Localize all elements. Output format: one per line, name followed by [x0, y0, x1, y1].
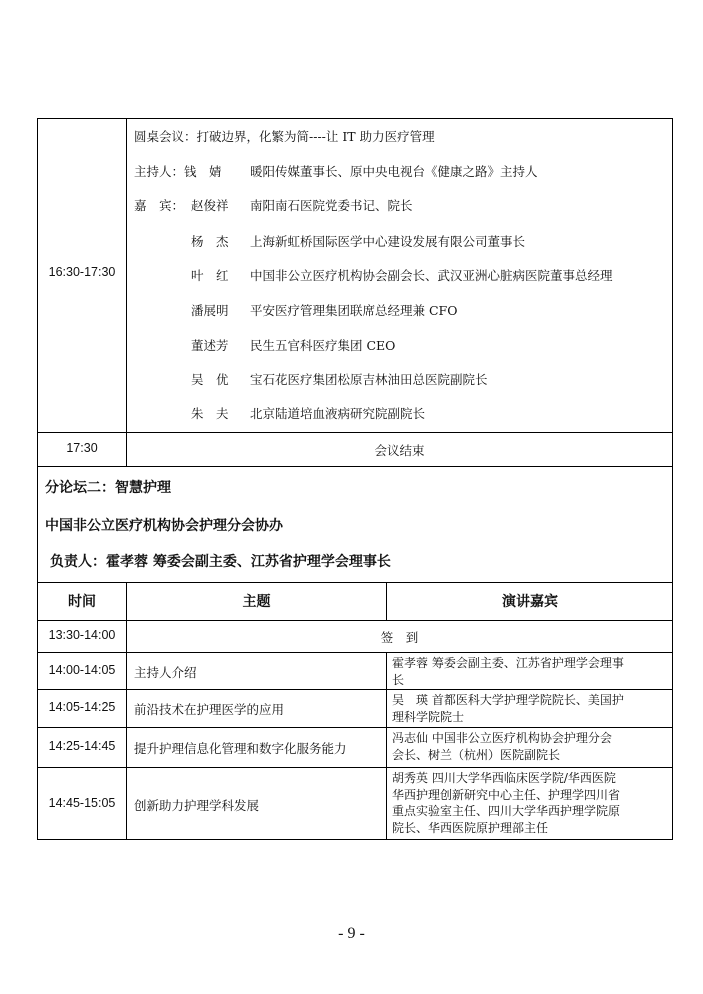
- forum2-lead: 负责人：霍孝蓉 筹委会副主委、江苏省护理学会理事长: [50, 554, 391, 570]
- guest-description: 南阳南石医院党委书记、院长: [250, 198, 413, 213]
- session-time: 13:30-14:00: [48, 628, 116, 642]
- session-time: 14:45-15:05: [48, 795, 116, 810]
- column-divider: [386, 689, 387, 727]
- forum2-title: 分论坛二：智慧护理: [45, 480, 171, 496]
- session-speaker-line: 吴 瑛 首都医科大学护理学院院长、美国护: [392, 693, 624, 707]
- guest-name: 吴 优: [191, 372, 229, 387]
- session-speaker-line: 华西护理创新研究中心主任、护理学四川省: [392, 787, 621, 802]
- row-divider: [37, 582, 673, 583]
- session-speaker-line: 霍孝蓉 筹委会副主委、江苏省护理学会理事: [392, 656, 624, 670]
- session-speaker-line: 重点实验室主任、四川大学华西护理学院原: [392, 804, 621, 818]
- session-speaker-line: 长: [392, 672, 405, 687]
- session-time: 14:05-14:25: [48, 700, 116, 714]
- guest-name: 赵俊祥: [191, 198, 229, 213]
- closing-time: 17:30: [66, 441, 98, 455]
- guest-description: 平安医疗管理集团联席总经理兼 CFO: [250, 303, 458, 318]
- column-divider: [126, 767, 127, 840]
- session-time: 14:00-14:05: [48, 662, 116, 677]
- guest-description: 民生五官科医疗集团 CEO: [250, 338, 396, 353]
- column-divider: [126, 652, 127, 689]
- session-speaker-line: 冯志仙 中国非公立医疗机构协会护理分会: [392, 731, 612, 745]
- guest-description: 中国非公立医疗机构协会副会长、武汉亚洲心脏病医院董事总经理: [250, 268, 613, 283]
- guest-description: 上海新虹桥国际医学中心建设发展有限公司董事长: [250, 234, 526, 249]
- column-divider: [386, 652, 387, 689]
- forum2-cohost: 中国非公立医疗机构协会护理分会协办: [45, 518, 283, 534]
- row-divider: [37, 767, 673, 768]
- guest-name: 朱 夫: [191, 406, 229, 421]
- session-speaker-line: 会长、树兰（杭州）医院副院长: [392, 747, 561, 762]
- session-speaker-line: 胡秀英 四川大学华西临床医学院/华西医院: [392, 771, 616, 785]
- column-divider: [126, 727, 127, 767]
- session-speaker-line: 理科学院院士: [392, 709, 465, 724]
- row-divider: [37, 689, 673, 690]
- roundtable-host-desc: 暖阳传媒董事长、原中央电视台《健康之路》主持人: [250, 164, 538, 179]
- session-speaker-line: 院长、华西医院原护理部主任: [392, 820, 549, 835]
- closing-text: 会议结束: [374, 443, 425, 458]
- session-topic: 提升护理信息化管理和数字化服务能力: [134, 741, 347, 756]
- row-divider: [37, 466, 673, 467]
- guest-description: 北京陆道培血液病研究院副院长: [250, 406, 426, 421]
- row-divider: [37, 620, 673, 621]
- guest-description: 宝石花医疗集团松原吉林油田总医院副院长: [250, 372, 488, 387]
- guest-name: 董述芳: [191, 338, 229, 353]
- column-divider: [126, 689, 127, 727]
- roundtable-host-label: 主持人：钱 婧: [134, 164, 222, 179]
- roundtable-title: 圆桌会议：打破边界，化繁为简----让 IT 助力医疗管理: [134, 129, 435, 144]
- row-divider: [37, 432, 673, 433]
- guest-name: 潘展明: [191, 303, 229, 318]
- header-time: 时间: [68, 594, 96, 610]
- column-divider: [386, 767, 387, 840]
- session-topic: 主持人介绍: [134, 664, 197, 680]
- page-number: - 9 -: [338, 925, 365, 942]
- column-divider: [126, 118, 127, 433]
- header-speaker: 演讲嘉宾: [502, 594, 558, 610]
- column-divider: [386, 727, 387, 767]
- session-topic: 创新助力护理学科发展: [134, 797, 260, 813]
- row-divider: [37, 727, 673, 728]
- session-topic: 签 到: [380, 630, 419, 645]
- row-divider: [37, 652, 673, 653]
- guest-name: 杨 杰: [191, 234, 229, 249]
- header-topic: 主题: [242, 594, 271, 610]
- roundtable-guests-label: 嘉 宾：: [134, 198, 185, 213]
- session-time: 14:25-14:45: [48, 739, 116, 753]
- roundtable-time: 16:30-17:30: [48, 265, 116, 279]
- session-topic: 前沿技术在护理医学的应用: [134, 702, 285, 717]
- guest-name: 叶 红: [191, 268, 229, 283]
